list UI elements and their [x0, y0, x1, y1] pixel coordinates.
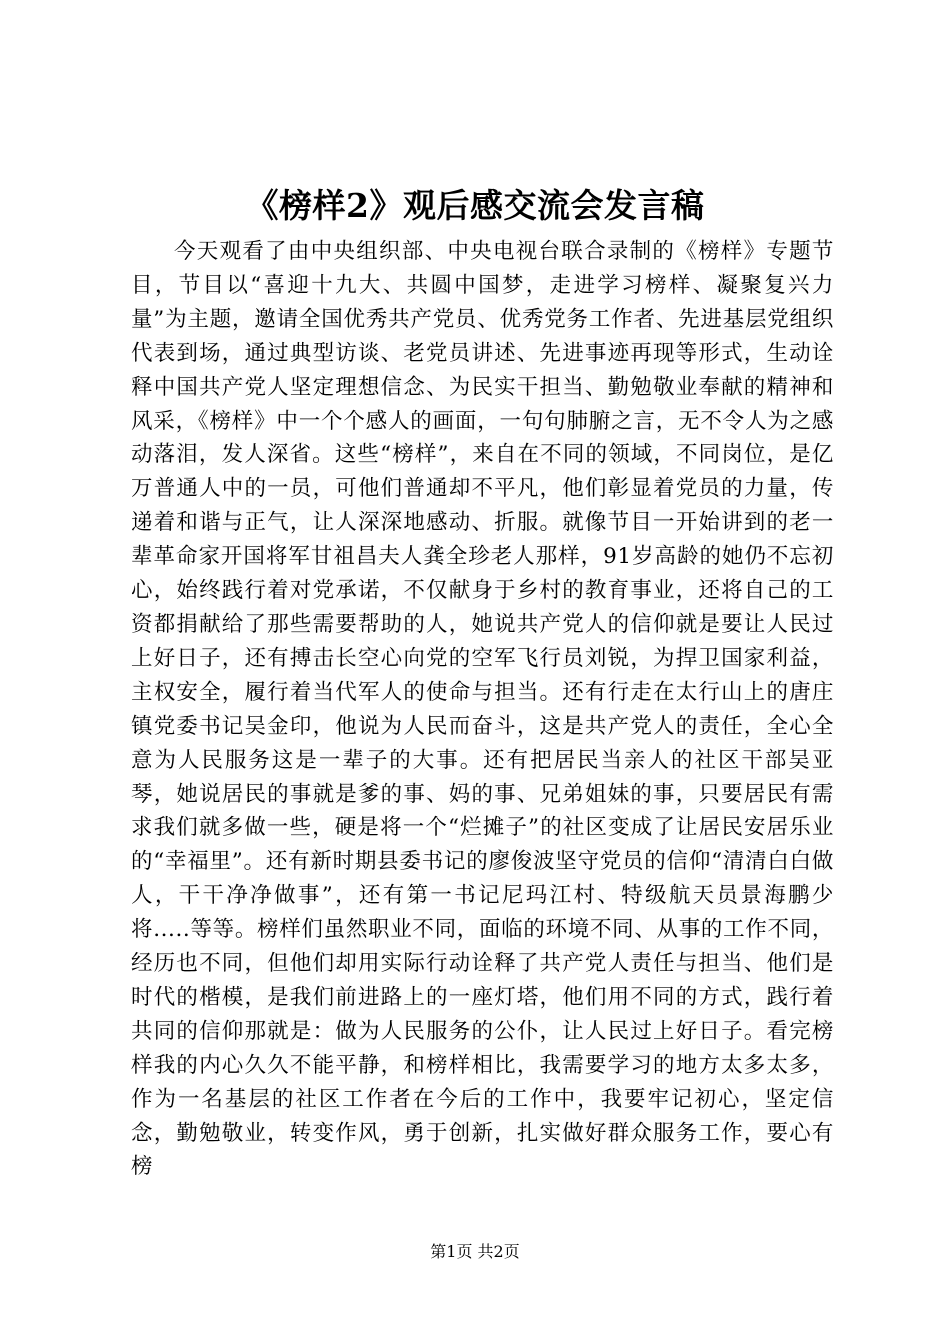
document-title: 《榜样2》观后感交流会发言稿	[245, 186, 705, 225]
page-footer: 第1页 共2页	[430, 1242, 520, 1261]
body-paragraph: 今天观看了由中央组织部、中央电视台联合录制的《榜样》专题节目，节目以“喜迎十九大、共圆中国梦，走进学习榜样、凝聚复兴力量”为主题，邀请全国优秀共产党员、优秀党务工作者、先进基层党组织代表到场，通过典型访谈、老党员讲述、先进事迹再现等形式，生动诠释中国共产党人坚定理想信念、为民实干担当、勤勉敬业奉献的精神和风采，《榜样》中一个个感人的画面，一句句肺腑之言，无不令人为之感动落泪，发人深省。这些“榜样”，来自在不同的领域，不同岗位，是亿万普通人中的一员，可他们普通却不平凡，他们彰显着党员的力量，传递着和谐与正气，让人深深地感动、折服。就像节目一开始讲到的老一辈革命家开国将军甘祖昌夫人龚全珍老人那样，91岁高龄的她仍不忘初心，始终践行着对党承诺，不仅献身于乡村的教育事业，还将自己的工资都捐献给了那些需要帮助的人，她说共产党人的信仰就是要让人民过上好日子，还有搏击长空心向党的空军飞行员刘锐，为捍卫国家利益，主权安全，履行着当代军人的使命与担当。还有行走在太行山上的唐庄镇党委书记吴金印，他说为人民而奋斗，这是共产党人的责任，全心全意为人民服务这是一辈子的大事。还有把居民当亲人的社区干部吴亚琴，她说居民的事就是爹的事、妈的事、兄弟姐妹的事，只要居民有需求我们就多做一些，硬是将一个“烂摊子”的社区变成了让居民安居乐业的“幸福里”。还有新时期县委书记的廖俊波坚守党员的信仰“清清白白做人，干干净净做事”，还有第一书记尼玛江村、特级航天员景海鹏少将.....等等。榜样们虽然职业不同，面临的环境不同、从事的工作不同，经历也不同，但他们却用实际行动诠释了共产党人责任与担当、他们是时代的楷模，是我们前进路上的一座灯塔，他们用不同的方式，践行着共同的信仰那就是：做为人民服务的公仆，让人民过上好日子。看完榜样我的内心久久不能平静，和榜样相比，我需要学习的地方太多太多，作为一名基层的社区工作者在今后的工作中，我要牢记初心，坚定信念，勤勉敬业，转变作风，勇于创新，扎实做好群众服务工作，要心有榜	[131, 239, 834, 1180]
